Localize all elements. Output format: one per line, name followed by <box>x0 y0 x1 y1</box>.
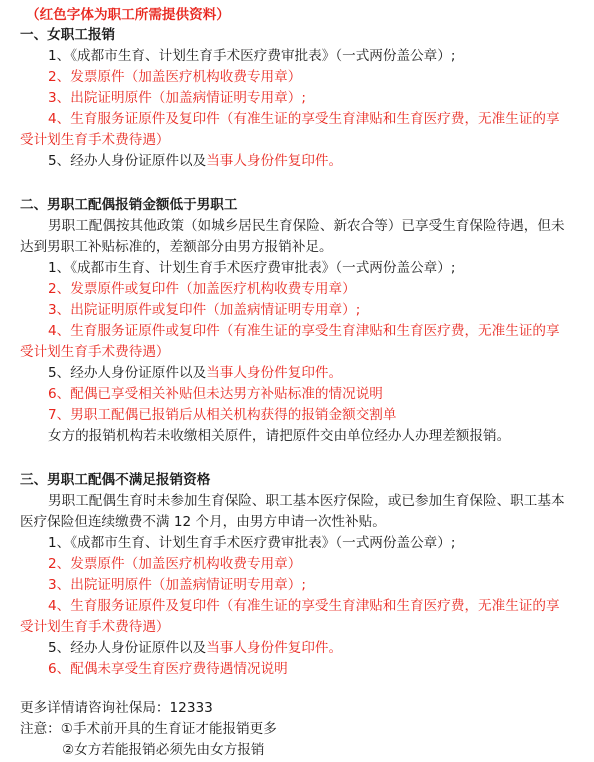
s2-outro: 女方的报销机构若未收缴相关原件，请把原件交由单位经办人办理差额报销。 <box>48 428 511 444</box>
s3-item-3: 3、出院证明原件（加盖病情证明专用章）; <box>48 577 306 593</box>
s2-item-4: 4、生育服务证原件或复印件（有准生证的享受生育津贴和生育医疗费，无准生证的享 <box>48 323 560 339</box>
note-line-1: 注意：①手术前开具的生育证才能报销更多 <box>20 721 277 737</box>
s3-item-4-cont: 受计划生育手术费待遇） <box>20 619 170 635</box>
s3-intro-line-1: 男职工配偶生育时未参加生育保险、职工基本医疗保险，或已参加生育保险、职工基本 <box>48 493 565 509</box>
s1-item-1: 1、《成都市生育、计划生育手术医疗费审批表》（一式两份盖公章）; <box>48 48 456 64</box>
contact-line: 更多详情请咨询社保局：12333 <box>20 700 213 716</box>
s1-item-5: 5、经办人身份证原件以及当事人身份件复印件。 <box>48 153 343 169</box>
s2-item-4-cont: 受计划生育手术费待遇） <box>20 344 170 360</box>
s2-item-3: 3、出院证明原件或复印件（加盖病情证明专用章）; <box>48 302 361 318</box>
s3-item-1: 1、《成都市生育、计划生育手术医疗费审批表》（一式两份盖公章）; <box>48 535 456 551</box>
s3-intro-line-2: 医疗保险但连续缴费不满 12 个月，由男方申请一次性补贴。 <box>20 514 386 530</box>
s3-item-2: 2、发票原件（加盖医疗机构收费专用章） <box>48 556 302 572</box>
s2-intro-line-2: 达到男职工补贴标准的，差额部分由男方报销补足。 <box>20 239 333 255</box>
s2-item-5: 5、经办人身份证原件以及当事人身份件复印件。 <box>48 365 343 381</box>
section-2-title: 二、男职工配偶报销金额低于男职工 <box>20 197 238 213</box>
s2-intro-line-1: 男职工配偶按其他政策（如城乡居民生育保险、新农合等）已享受生育保险待遇，但未 <box>48 218 565 234</box>
note-line-2: ②女方若能报销必须先由女方报销 <box>62 742 265 758</box>
s3-item-5: 5、经办人身份证原件以及当事人身份件复印件。 <box>48 640 343 656</box>
s2-item-2: 2、发票原件或复印件（加盖医疗机构收费专用章） <box>48 281 356 297</box>
s3-item-6: 6、配偶未享受生育医疗费待遇情况说明 <box>48 661 288 677</box>
section-3-title: 三、男职工配偶不满足报销资格 <box>20 472 211 488</box>
s2-item-1: 1、《成都市生育、计划生育手术医疗费审批表》（一式两份盖公章）; <box>48 260 456 276</box>
section-1-title: 一、女职工报销 <box>20 27 116 43</box>
s3-item-4: 4、生育服务证原件及复印件（有准生证的享受生育津贴和生育医疗费，无准生证的享 <box>48 598 560 614</box>
s1-item-3: 3、出院证明原件（加盖病情证明专用章）; <box>48 90 306 106</box>
s2-item-6: 6、配偶已享受相关补贴但未达男方补贴标准的情况说明 <box>48 386 383 402</box>
s2-item-7: 7、男职工配偶已报销后从相关机构获得的报销金额交割单 <box>48 407 397 423</box>
s1-item-4: 4、生育服务证原件及复印件（有准生证的享受生育津贴和生育医疗费，无准生证的享 <box>48 111 560 127</box>
s1-item-4-cont: 受计划生育手术费待遇） <box>20 132 170 148</box>
s1-item-2: 2、发票原件（加盖医疗机构收费专用章） <box>48 69 302 85</box>
header-note: （红色字体为职工所需提供资料） <box>26 7 230 23</box>
